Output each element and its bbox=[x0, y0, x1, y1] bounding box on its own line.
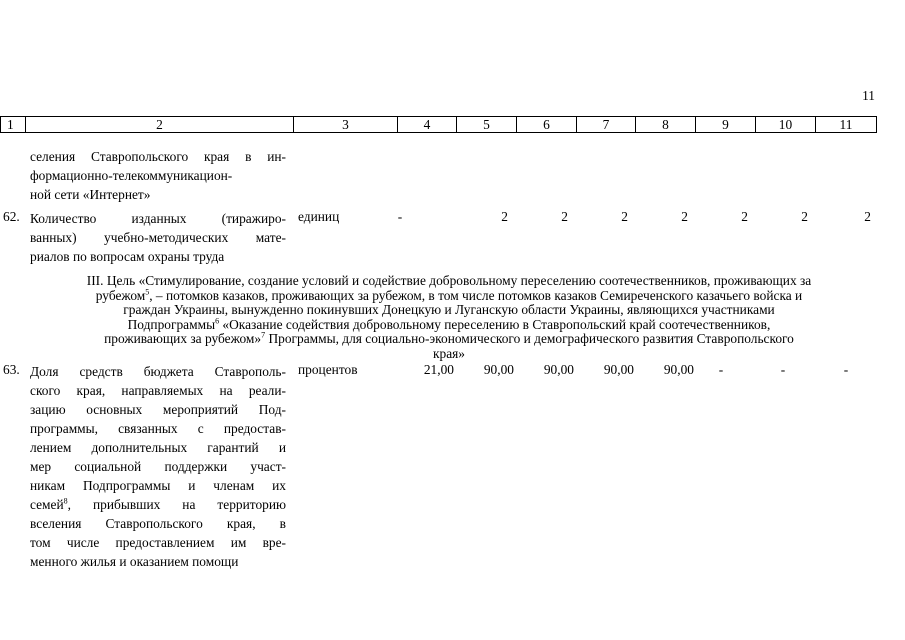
header-col-6: 6 bbox=[516, 117, 576, 132]
header-col-9: 9 bbox=[695, 117, 755, 132]
goal-section-heading: III. Цель «Стимулирование, создание условий и содействие добровольному переселению соотечественников, проживающих за рубежом$^5$, – потомков казаков, проживающих за рубежом, в том числе потомков казаков Семиреченского казачьего войска и граждан Украины, вынужденно покинувших Донецкую и Луганскую области Украины, являющихся участниками Подпрограммы$^6$ «Оказание содействия добровольному переселению в Ставропольский край соотечественников, проживающих за рубежом»$^7$ Программы, для социально-экономического и демографического развития Ставропольского края» bbox=[86, 273, 812, 361]
row-value-col-11: 2 bbox=[864, 209, 871, 224]
row-description: Доля средств бюджета Ставрополь- ского края, направляемых на реали- зацию основных мероприятий Под- программы, связанных с предостав- лением дополнительных гарантий и мер социальной поддержки участ- никам Подпрограммы и членам их семей$^8$, прибывших на территорию вселения Ставропольского края, в том числе предоставлением им вре- менного жилья и оказанием помощи bbox=[30, 364, 286, 569]
row-value-col-7: 90,00 bbox=[603, 362, 634, 377]
row-value-col-8: 2 bbox=[681, 209, 688, 224]
row-value-col-10: - bbox=[780, 362, 786, 377]
row-value-col-9: - bbox=[718, 362, 724, 377]
page-number: 11 bbox=[862, 88, 875, 103]
row-value-col-7: 2 bbox=[621, 209, 628, 224]
header-col-10: 10 bbox=[755, 117, 815, 132]
header-col-5: 5 bbox=[456, 117, 516, 132]
row-number: 63. bbox=[3, 362, 20, 377]
row-value-col-6: 2 bbox=[561, 209, 568, 224]
row-value-col-10: 2 bbox=[801, 209, 808, 224]
row-description: Количество изданных (тиражиро- ванных) учебно-методических мате- риалов по вопросам охраны труда bbox=[30, 211, 286, 264]
row-value-col-6: 90,00 bbox=[543, 362, 574, 377]
header-col-4: 4 bbox=[397, 117, 456, 132]
row-value-col-11: - bbox=[843, 362, 849, 377]
row-value-col-4: - bbox=[397, 209, 403, 224]
header-col-7: 7 bbox=[576, 117, 635, 132]
row-value-col-9: 2 bbox=[741, 209, 748, 224]
row-value-col-5: 2 bbox=[501, 209, 508, 224]
header-col-3: 3 bbox=[293, 117, 397, 132]
row-value-col-8: 90,00 bbox=[663, 362, 694, 377]
row-number: 62. bbox=[3, 209, 20, 224]
table-header-row bbox=[0, 116, 877, 133]
row-value-col-4: 21,00 bbox=[423, 362, 454, 377]
header-col-11: 11 bbox=[815, 117, 876, 132]
header-col-2: 2 bbox=[25, 117, 293, 132]
row-unit: процентов bbox=[298, 362, 358, 377]
header-col-8: 8 bbox=[635, 117, 695, 132]
header-col-1: 1 bbox=[7, 117, 14, 132]
continuation-description: селения Ставропольского края в ин- формационно-телекоммуникацион- ной сети «Интернет» bbox=[30, 149, 286, 202]
row-value-col-5: 90,00 bbox=[483, 362, 514, 377]
row-unit: единиц bbox=[298, 209, 340, 224]
